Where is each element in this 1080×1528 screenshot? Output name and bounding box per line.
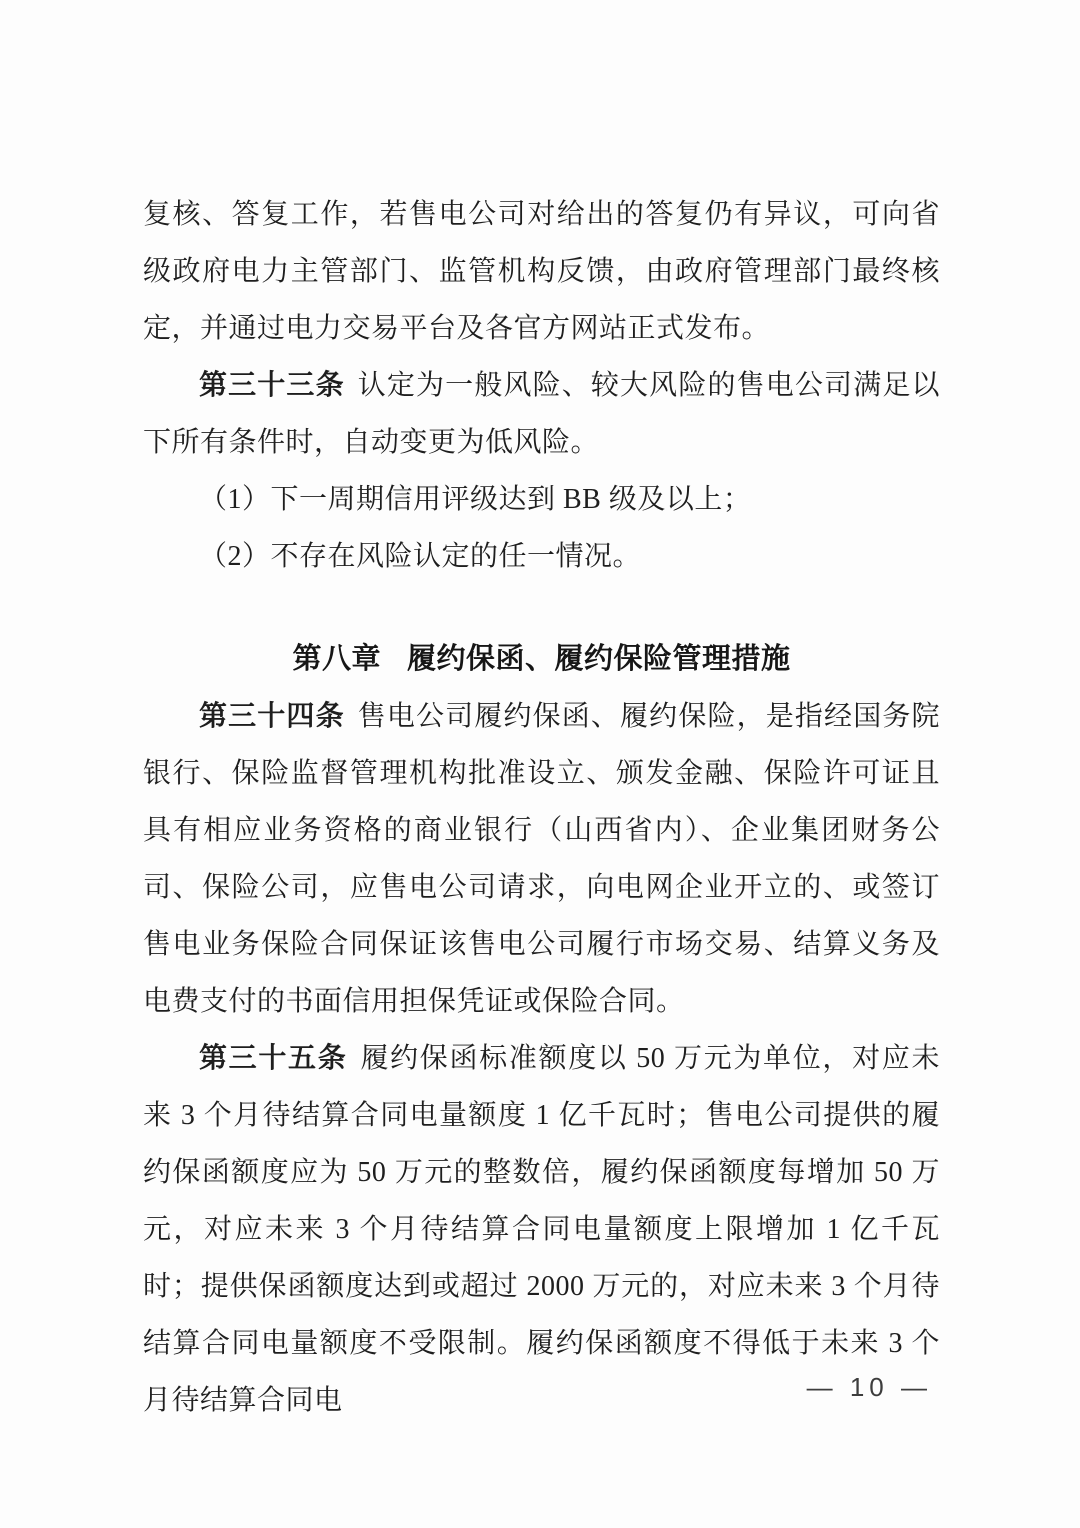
document-body <box>143 186 940 1429</box>
article-33-paragraph <box>143 357 940 471</box>
article-35-text: 履约保函标准额度以 50 万元为单位，对应未来 3 个月待结算合同电量额度 1 亿千瓦时；售电公司提供的履约保函额度应为 50 万元的整数倍，履约保函额度每增加 50 万元，对应未来 3 个月待结算合同电量额度上限增加 1 亿千瓦时；提供保函额度达到或超过 2000 万元的，对应未来 3 个月待结算合同电量额度不受限制。履约保函额度不得低于未来 3 个月待结算合同电 <box>143 1043 940 1416</box>
page-footer <box>807 1372 932 1403</box>
article-34-paragraph <box>143 688 940 1030</box>
article-33-item-2: （2）不存在风险认定的任一情况。 <box>199 541 642 572</box>
page-number: — 10 — <box>806 1372 932 1402</box>
article-33-item-1: （1）下一周期信用评级达到 BB 级及以上； <box>199 484 752 515</box>
chapter-8-heading <box>143 631 940 688</box>
article-34-text: 售电公司履约保函、履约保险，是指经国务院银行、保险监督管理机构批准设立、颁发金融、保险许可证且具有相应业务资格的商业银行（山西省内）、企业集团财务公司、保险公司，应售电公司请求，向电网企业开立的、或签订售电业务保险合同保证该售电公司履行市场交易、结算义务及电费支付的书面信用担保凭证或保险合同。 <box>143 701 940 1017</box>
paragraph-review-feedback: 复核、答复工作，若售电公司对给出的答复仍有异议，可向省级政府电力主管部门、监管机构反馈，由政府管理部门最终核定，并通过电力交易平台及各官方网站正式发布。 <box>143 199 940 344</box>
article-35-label: 第三十五条 <box>199 1043 348 1074</box>
chapter-8-number: 第八章 <box>292 643 381 675</box>
article-35-paragraph <box>143 1030 940 1429</box>
article-33-text: 认定为一般风险、较大风险的售电公司满足以下所有条件时，自动变更为低风险。 <box>143 370 940 458</box>
article-34-label: 第三十四条 <box>199 701 345 732</box>
article-33-label: 第三十三条 <box>199 370 345 401</box>
chapter-8-title: 履约保函、履约保险管理措施 <box>407 643 791 675</box>
